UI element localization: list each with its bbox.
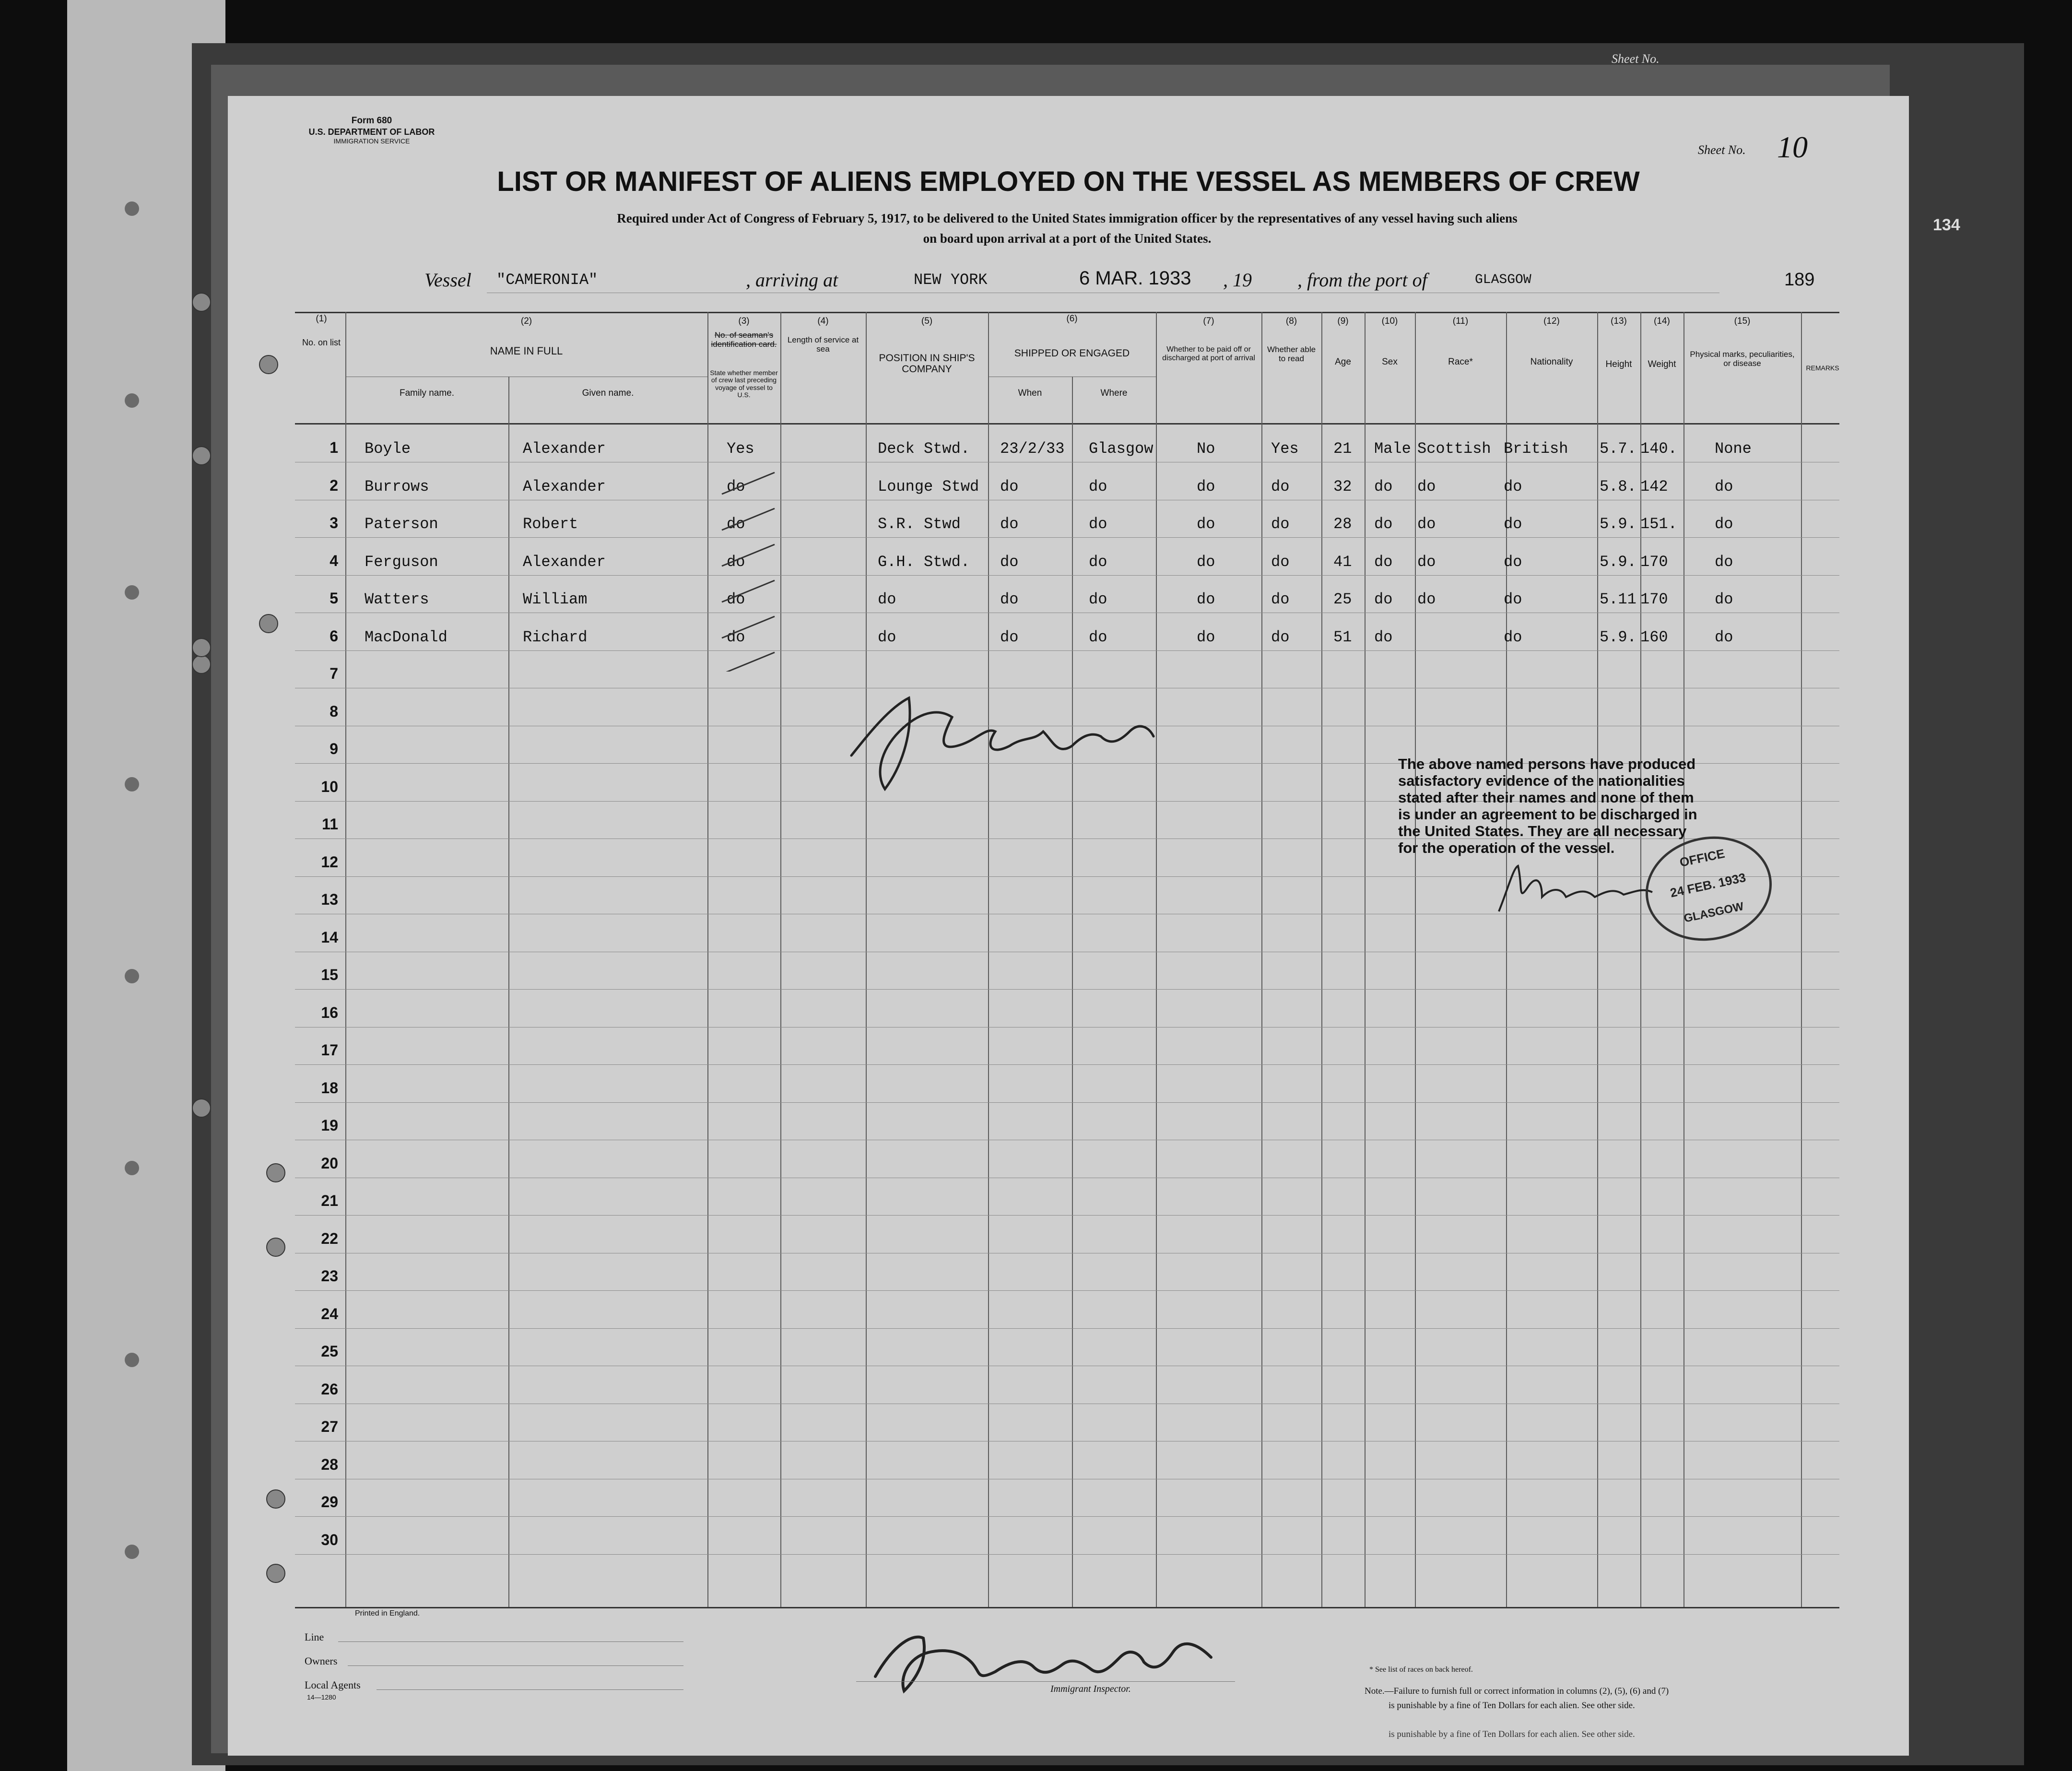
cell-member: do: [727, 553, 745, 571]
cell-given: Richard: [523, 628, 588, 646]
cell-position: S.R. Stwd: [878, 515, 961, 533]
cell-where: do: [1089, 478, 1107, 496]
row-number: 25: [321, 1343, 338, 1360]
row-rule: [295, 1102, 1839, 1103]
col-num-8: (8): [1285, 316, 1297, 326]
cell-sex: do: [1374, 590, 1393, 608]
note-line3: is punishable by a fine of Ten Dollars for each alien. See other side.: [1389, 1729, 1635, 1739]
header-physical: Physical marks, peculiarities, or disease: [1690, 350, 1795, 368]
col-num-13: (13): [1611, 316, 1627, 326]
row-number: 6: [330, 627, 338, 645]
cell-family: MacDonald: [365, 628, 447, 646]
cell-when: 23/2/33: [1000, 440, 1065, 458]
cell-age: 21: [1333, 440, 1352, 458]
row-number: 26: [321, 1381, 338, 1398]
cell-where: do: [1089, 515, 1107, 533]
header-state-whether: State whether member of crew last preceding voyage of vessel to U.S.: [710, 369, 778, 399]
vessel-label: Vessel: [424, 269, 471, 291]
binder-hole: [125, 1161, 139, 1175]
row-rule: [295, 1215, 1839, 1216]
row-number: 4: [330, 552, 338, 569]
cell-position: Deck Stwd.: [878, 440, 970, 458]
inspector-label: Immigrant Inspector.: [1050, 1684, 1131, 1694]
line-label: Line: [305, 1631, 324, 1643]
col-num-15: (15): [1734, 316, 1751, 326]
col-num-10: (10): [1381, 316, 1398, 326]
row-number: 2: [330, 477, 338, 494]
cell-member: do: [727, 590, 745, 608]
row-number: 9: [330, 740, 338, 757]
row-rule: [295, 1064, 1839, 1065]
sheet-number: 10: [1777, 130, 1808, 164]
binder-hole: [125, 201, 139, 216]
cell-height: 5.7.: [1600, 440, 1636, 458]
row-rule: [295, 1554, 1839, 1555]
cell-sex: do: [1374, 478, 1393, 496]
row-number: 21: [321, 1192, 338, 1209]
binder-hole: [125, 585, 139, 600]
cell-race: do: [1417, 553, 1436, 571]
cell-where: do: [1089, 628, 1107, 646]
subtitle-line2: on board upon arrival at a port of the United States.: [923, 231, 1212, 246]
cell-read: do: [1271, 590, 1290, 608]
col-num-12: (12): [1543, 316, 1560, 326]
cell-read: Yes: [1271, 440, 1299, 458]
header-length-service: Length of service at sea: [787, 335, 859, 354]
punch-hole: [192, 293, 211, 312]
race-note: * See list of races on back hereof.: [1369, 1665, 1473, 1674]
header-position: POSITION IN SHIP'S COMPANY: [879, 353, 975, 375]
cell-paid: do: [1197, 553, 1215, 571]
inspector-signature[interactable]: [866, 1624, 1225, 1696]
punch-hole: [192, 446, 211, 465]
binder-hole: [125, 1545, 139, 1559]
cell-sex: do: [1374, 628, 1393, 646]
row-rule: [295, 1516, 1839, 1517]
row-number: 3: [330, 514, 338, 531]
row-rule: [295, 1290, 1839, 1291]
cell-when: do: [1000, 628, 1019, 646]
cell-weight: 170: [1640, 590, 1668, 608]
cell-when: do: [1000, 553, 1019, 571]
cell-nationality: do: [1504, 515, 1522, 533]
cell-age: 25: [1333, 590, 1352, 608]
form-number: Form 680: [351, 116, 392, 126]
stamp-date: 24 FEB. 1933: [1669, 870, 1747, 900]
cell-read: do: [1271, 478, 1290, 496]
page-title: LIST OR MANIFEST OF ALIENS EMPLOYED ON THE VESSEL AS MEMBERS OF CREW: [497, 166, 1640, 197]
form-service: IMMIGRATION SERVICE: [333, 137, 410, 145]
header-when: When: [1018, 388, 1042, 398]
from-port: GLASGOW: [1475, 272, 1531, 287]
row-number: 1: [330, 439, 338, 456]
header-remarks: REMARKS: [1806, 364, 1839, 372]
punch-hole: [192, 1098, 211, 1118]
punch-hole: [259, 355, 278, 374]
cell-read: do: [1271, 628, 1290, 646]
stamp-line: satisfactory evidence of the nationalities: [1398, 772, 1685, 790]
cell-family: Boyle: [365, 440, 411, 458]
cell-read: do: [1271, 553, 1290, 571]
row-rule: [295, 650, 1839, 651]
back-sheet-label: Sheet No.: [1612, 52, 1660, 66]
row-number: 12: [321, 853, 338, 871]
cell-weight: 142: [1640, 478, 1668, 496]
row-rule: [295, 537, 1839, 538]
col-num-9: (9): [1337, 316, 1349, 326]
cell-sex: do: [1374, 515, 1393, 533]
header-name-in-full: NAME IN FULL: [490, 345, 563, 357]
cell-paid: do: [1197, 515, 1215, 533]
note-line1: Note.—Failure to furnish full or correct information in columns (2), (5), (6) and (7): [1365, 1686, 1669, 1696]
cell-age: 41: [1333, 553, 1352, 571]
punch-hole: [266, 1238, 285, 1257]
cell-height: 5.9.: [1600, 628, 1636, 646]
col-num-11: (11): [1452, 316, 1469, 326]
row-rule: [295, 1328, 1839, 1329]
row-number: 10: [321, 778, 338, 795]
cell-marks: do: [1715, 553, 1733, 571]
vessel-name: "CAMERONIA": [496, 271, 598, 289]
cell-given: Alexander: [523, 440, 606, 458]
form-department: U.S. DEPARTMENT OF LABOR: [308, 127, 435, 137]
cell-member: do: [727, 515, 745, 533]
header-able-read: Whether able to read: [1267, 345, 1316, 363]
binder-hole: [125, 777, 139, 791]
stamp-top: OFFICE: [1678, 846, 1726, 870]
cell-age: 51: [1333, 628, 1352, 646]
cell-where: do: [1089, 590, 1107, 608]
cell-sex: do: [1374, 553, 1393, 571]
header-where: Where: [1100, 388, 1128, 398]
stamp-bottom: GLASGOW: [1683, 900, 1745, 925]
master-signature[interactable]: [842, 679, 1168, 794]
row-number: 29: [321, 1493, 338, 1511]
header-weight: Weight: [1648, 359, 1676, 369]
cell-where: Glasgow: [1089, 440, 1154, 458]
header-paid-off: Whether to be paid off or discharged at port of arrival: [1162, 345, 1255, 362]
cell-height: 5.9.: [1600, 553, 1636, 571]
arrival-port: NEW YORK: [914, 271, 988, 289]
cell-member: do: [727, 478, 745, 496]
row-number: 5: [330, 590, 338, 607]
cell-paid: No: [1197, 440, 1215, 458]
row-rule: [295, 575, 1839, 576]
cell-read: do: [1271, 515, 1290, 533]
row-number: 28: [321, 1456, 338, 1473]
row-number: 22: [321, 1230, 338, 1247]
cell-family: Ferguson: [365, 553, 438, 571]
cell-height: 5.8.: [1600, 478, 1636, 496]
cell-age: 28: [1333, 515, 1352, 533]
row-number: 8: [330, 703, 338, 720]
cell-race: Scottish: [1417, 440, 1491, 458]
cell-nationality: do: [1504, 553, 1522, 571]
cell-position: Lounge Stwd: [878, 478, 979, 496]
cell-when: do: [1000, 478, 1019, 496]
cell-given: William: [523, 590, 588, 608]
stamp-line: stated after their names and none of them: [1398, 789, 1694, 806]
cell-marks: None: [1715, 440, 1752, 458]
cell-position: do: [878, 628, 896, 646]
cell-member: Yes: [727, 440, 754, 458]
cell-member: do: [727, 628, 745, 646]
form-code: 14—1280: [307, 1693, 336, 1701]
consul-signature[interactable]: [1489, 859, 1662, 921]
cell-nationality: do: [1504, 628, 1522, 646]
col-num-7: (7): [1203, 316, 1214, 326]
row-number: 30: [321, 1531, 338, 1548]
header-shipped: SHIPPED OR ENGAGED: [1014, 348, 1130, 359]
cell-nationality: do: [1504, 478, 1522, 496]
cell-weight: 140.: [1640, 440, 1677, 458]
punch-hole: [192, 655, 211, 674]
arrival-date: 6 MAR. 1933: [1079, 268, 1191, 289]
manifest-page: [228, 96, 1960, 1756]
col-num-1: (1): [316, 314, 327, 324]
stamp-line: is under an agreement to be discharged in: [1398, 806, 1697, 823]
cell-paid: do: [1197, 478, 1215, 496]
from-port-label: , from the port of: [1297, 269, 1427, 291]
header-race: Race*: [1448, 357, 1473, 367]
stamp-line: The above named persons have produced: [1398, 756, 1696, 772]
cell-sex: Male: [1374, 440, 1411, 458]
certification-stamp: [1398, 756, 1705, 856]
subtitle-line1: Required under Act of Congress of February 5, 1917, to be delivered to the United States immigration officer by the representatives of any vessel having such aliens: [617, 211, 1518, 225]
page-number: 189: [1784, 270, 1815, 290]
cell-weight: 160: [1640, 628, 1668, 646]
cell-age: 32: [1333, 478, 1352, 496]
binder-hole: [125, 969, 139, 983]
printed-in: Printed in England.: [355, 1609, 420, 1618]
row-number: 19: [321, 1117, 338, 1134]
arriving-label: , arriving at: [746, 269, 838, 291]
punch-hole: [259, 614, 278, 633]
cell-weight: 151.: [1640, 515, 1677, 533]
cell-position: G.H. Stwd.: [878, 553, 970, 571]
col-num-6: (6): [1066, 314, 1078, 324]
binder-hole: [125, 1353, 139, 1367]
cell-family: Paterson: [365, 515, 438, 533]
cell-race: do: [1417, 515, 1436, 533]
header-sex: Sex: [1382, 357, 1398, 367]
cell-height: 5.9.: [1600, 515, 1636, 533]
row-number: 11: [322, 815, 338, 833]
cell-where: do: [1089, 553, 1107, 571]
cell-paid: do: [1197, 628, 1215, 646]
binder-hole: [125, 393, 139, 408]
col-num-2: (2): [520, 316, 532, 326]
header-family-name: Family name.: [399, 388, 455, 398]
col-num-14: (14): [1654, 316, 1670, 326]
cell-given: Alexander: [523, 478, 606, 496]
cell-weight: 170: [1640, 553, 1668, 571]
row-rule: [295, 989, 1839, 990]
note-line2: is punishable by a fine of Ten Dollars for each alien. See other side.: [1389, 1700, 1635, 1711]
punch-hole: [266, 1564, 285, 1583]
cell-family: Burrows: [365, 478, 429, 496]
cell-paid: do: [1197, 590, 1215, 608]
cell-height: 5.11: [1600, 590, 1636, 608]
agents-label: Local Agents: [305, 1679, 361, 1691]
punch-hole: [192, 638, 211, 657]
sheet-label: Sheet No.: [1698, 143, 1746, 157]
row-number: 15: [321, 966, 338, 983]
cell-when: do: [1000, 590, 1019, 608]
row-number: 7: [330, 665, 338, 682]
cell-nationality: do: [1504, 590, 1522, 608]
cell-given: Alexander: [523, 553, 606, 571]
year-label: , 19: [1223, 269, 1252, 291]
header-seaman-card: No. of seaman's identification card.: [711, 331, 777, 349]
punch-hole: [266, 1163, 285, 1182]
cell-marks: do: [1715, 628, 1733, 646]
punch-hole: [266, 1489, 285, 1509]
row-number: 24: [321, 1305, 338, 1322]
cell-race: do: [1417, 590, 1436, 608]
header-nationality: Nationality: [1530, 357, 1573, 367]
row-number: 13: [321, 891, 338, 908]
row-number: 17: [321, 1041, 338, 1059]
col-num-5: (5): [921, 316, 933, 326]
stamp-line: for the operation of the vessel.: [1398, 839, 1615, 857]
header-age: Age: [1335, 357, 1351, 367]
row-number: 20: [321, 1155, 338, 1172]
header-height: Height: [1605, 359, 1632, 369]
cell-when: do: [1000, 515, 1019, 533]
cell-given: Robert: [523, 515, 578, 533]
cell-family: Watters: [365, 590, 429, 608]
row-number: 16: [321, 1004, 338, 1021]
col-num-4: (4): [817, 316, 829, 326]
stamp-line: the United States. They are all necessary: [1398, 823, 1687, 840]
header-no-on-list: No. on list: [302, 338, 341, 347]
side-number: 134: [1933, 216, 1960, 234]
owners-label: Owners: [305, 1655, 338, 1667]
cell-race: do: [1417, 478, 1436, 496]
cell-marks: do: [1715, 478, 1733, 496]
check-marks: [707, 422, 784, 672]
row-number: 23: [321, 1267, 338, 1285]
cell-position: do: [878, 590, 896, 608]
header-given-name: Given name.: [582, 388, 634, 398]
cell-marks: do: [1715, 515, 1733, 533]
cell-nationality: British: [1504, 440, 1568, 458]
row-number: 14: [321, 929, 338, 946]
col-num-3: (3): [738, 316, 750, 326]
row-number: 18: [321, 1079, 338, 1097]
form-header: [295, 115, 448, 146]
cell-marks: do: [1715, 590, 1733, 608]
row-number: 27: [321, 1418, 338, 1435]
